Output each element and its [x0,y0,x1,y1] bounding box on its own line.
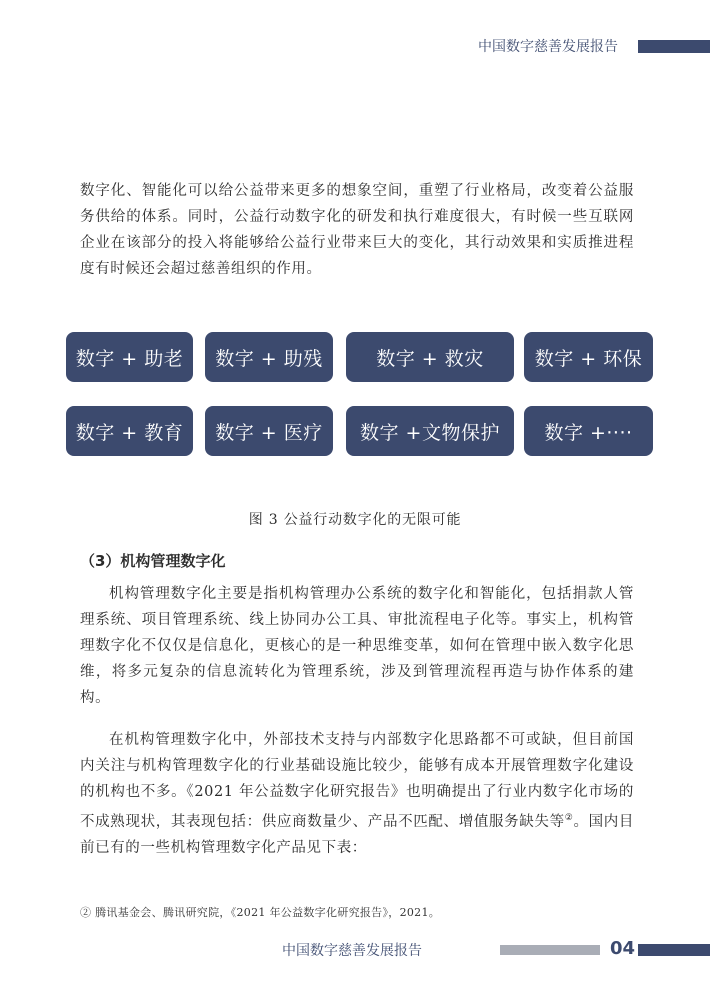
figure-caption: 图 3 公益行动数字化的无限可能 [248,512,462,528]
figure-item-medical: 数字 + 医疗 [205,406,333,456]
paragraph-2-main: 在机构管理数字化中，外部技术支持与内部数字化思路都不可或缺，但目前国内关注与机构管理数字化的行业基础设施比较少，能够有成本开展管理数字化建设的机构也不多。《2021 年公益数字化研究报告》也明确提出了行业内数字化市场的不成熟现状，其表现包括：供应商数量少、产品不匹配、增值服务缺失等 [80,732,634,830]
section-paragraph-1: 机构管理数字化主要是指机构管理办公系统的数字化和智能化，包括捐款人管理系统、项目管理系统、线上协同办公工具、审批流程电子化等。事实上，机构管理数字化不仅仅是信息化，更核心的是一种思维变革，如何在管理中嵌入数字化思维，将多元复杂的信息流转化为管理系统，涉及到管理流程再造与协作体系的建构。 [80,586,634,706]
footer-light-bar [500,945,600,955]
intro-paragraph: 数字化、智能化可以给公益带来更多的想象空间，重塑了行业格局，改变着公益服务供给的体系。同时，公益行动数字化的研发和执行难度很大，有时候一些互联网企业在该部分的投入将能够给公益行业带来巨大的变化，其行动效果和实质推进程度有时候还会超过慈善组织的作用。 [80,183,634,277]
figure-item-environment: 数字 + 环保 [524,332,653,382]
paragraph-2-tail: 。国内目前已有的一些机构管理数字化产品见下表： [80,813,634,856]
footer-dark-bar [638,944,710,956]
footnote-ref: ② [564,813,574,823]
page-footer [0,938,710,962]
figure-item-more: 数字 +···· [524,406,653,456]
section-paragraph-2 [80,727,634,861]
figure-item-heritage: 数字 +文物保护 [346,406,514,456]
figure-item-disability: 数字 + 助残 [205,332,333,382]
figure-item-disaster: 数字 + 救灾 [346,332,514,382]
section-title: （3）机构管理数字化 [80,552,226,570]
figure-item-education: 数字 + 教育 [66,406,193,456]
footnote: ② 腾讯基金会、腾讯研究院，《2021 年公益数字化研究报告》，2021。 [80,906,441,919]
figure-item-elderly: 数字 + 助老 [66,332,193,382]
page-number: 04 [610,938,636,959]
header-accent-bar [638,40,710,53]
footer-title: 中国数字慈善发展报告 [282,943,422,959]
header-title: 中国数字慈善发展报告 [478,39,618,55]
page-header [478,34,710,58]
